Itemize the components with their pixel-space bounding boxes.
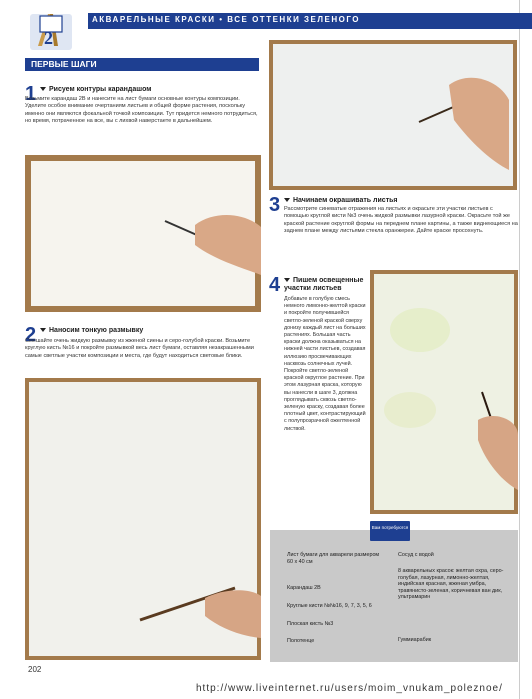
material-item: Карандаш 2B bbox=[287, 585, 321, 591]
step-2-photo bbox=[25, 378, 261, 660]
step-4-number: 4 bbox=[269, 274, 281, 296]
step-2-title: Наносим тонкую размывку bbox=[40, 327, 143, 334]
material-item: Гуммиарабик bbox=[398, 637, 432, 643]
material-item: Сосуд с водой bbox=[398, 552, 434, 558]
material-item: Лист бумаги для акварели размером 60 x 40 см bbox=[287, 552, 380, 565]
hand-brush-icon bbox=[25, 378, 261, 660]
page-edge-line bbox=[519, 0, 520, 699]
step-3-photo bbox=[269, 40, 517, 190]
hand-pencil-icon bbox=[25, 155, 261, 312]
materials-badge: Вам потребуются bbox=[370, 521, 410, 541]
step-2-number: 2 bbox=[25, 324, 37, 346]
material-item: Полотенце bbox=[287, 638, 315, 644]
material-item: 8 акварельных красок: желтая охра, серо-голубая, лазурная, лимонно-желтая, индийская красная, жженая умбра, травянисто-зеленая, коричневая ван дик, ультрамарин bbox=[398, 568, 504, 601]
hand-brush-icon bbox=[269, 40, 517, 190]
step-1-number: 1 bbox=[25, 83, 37, 105]
material-item: Круглые кисти №№16, 9, 7, 3, 5, 6 bbox=[287, 603, 372, 609]
step-3-title: Начинаем окрашивать листья bbox=[284, 197, 398, 204]
step-1-title: Рисуем контуры карандашом bbox=[40, 86, 151, 93]
section-title: ПЕРВЫЕ ШАГИ bbox=[25, 58, 259, 71]
page-header-title: АКВАРЕЛЬНЫЕ КРАСКИ • ВСЕ ОТТЕНКИ ЗЕЛЕНОГО bbox=[92, 15, 360, 24]
step-1-photo bbox=[25, 155, 261, 312]
step-3-body: Рассмотрите синеватые отражения на листьях и окрасьте эти участки листьев с помощью круглой кисти №3 очень жидкой размывки лазурной краски. Окрасьте той же краской растение округлой формы на переднем плане картины, а также виднеющиеся на заднем плане между листьями стекла оранжереи. Дайте краске просохнуть. bbox=[284, 206, 518, 235]
step-3-number: 3 bbox=[269, 194, 281, 216]
step-4-photo bbox=[370, 270, 518, 514]
step-2-body: Смешайте очень жидкую размывку из жженой сиены и серо-голубой краски. Возьмите круглую кисть №16 и покройте размывкой весь лист бумаги, оставляя незакрашенными самые светлые участки композиции и места, где будут находиться световые блики. bbox=[25, 338, 254, 359]
arrow-down-icon bbox=[284, 198, 290, 202]
step-4-body: Добавьте в голубую смесь немного лимонно-желтой краски и покройте получившейся светло-зеленой краской сверху донизу каждый лист на больших растениях. Большая часть краски должна оказываться на нижней части листьев, создавая иллюзию просвечивающих насквозь солнечных лучей. Покройте светло-зеленой краской округлое растение. При этом лазурная краска, которую вы нанесли в шаге 3, должна проглядывать сквозь светло-зеленую краску, создавая более плотный цвет, контрастирующий с полупрозрачной ожелтенной листвой. bbox=[284, 296, 366, 432]
material-item: Плоская кисть №3 bbox=[287, 621, 334, 627]
arrow-down-icon bbox=[40, 328, 46, 332]
arrow-down-icon bbox=[40, 87, 46, 91]
hand-brush-icon bbox=[370, 270, 518, 514]
step-1-body: Возьмите карандаш 2B и нанесите на лист бумаги основные контуры композиции. Уделите особое внимание очертаниям листьев и общей форме растения, поскольку именно они являются фокальной точкой композиции. Тут придется немного потрудиться, но время, потраченное на все, вы с лихвой наверстаете в дальнейшем. bbox=[25, 96, 258, 125]
footer-url-link[interactable]: http://www.liveinternet.ru/users/moim_vnukam_poleznoe/ bbox=[196, 683, 503, 694]
easel-logo-icon bbox=[28, 6, 74, 52]
svg-text:2: 2 bbox=[44, 28, 53, 48]
step-4-title: Пишем освещенные участки листьев bbox=[284, 277, 364, 292]
page-number: 202 bbox=[28, 665, 42, 674]
arrow-down-icon bbox=[284, 278, 290, 282]
